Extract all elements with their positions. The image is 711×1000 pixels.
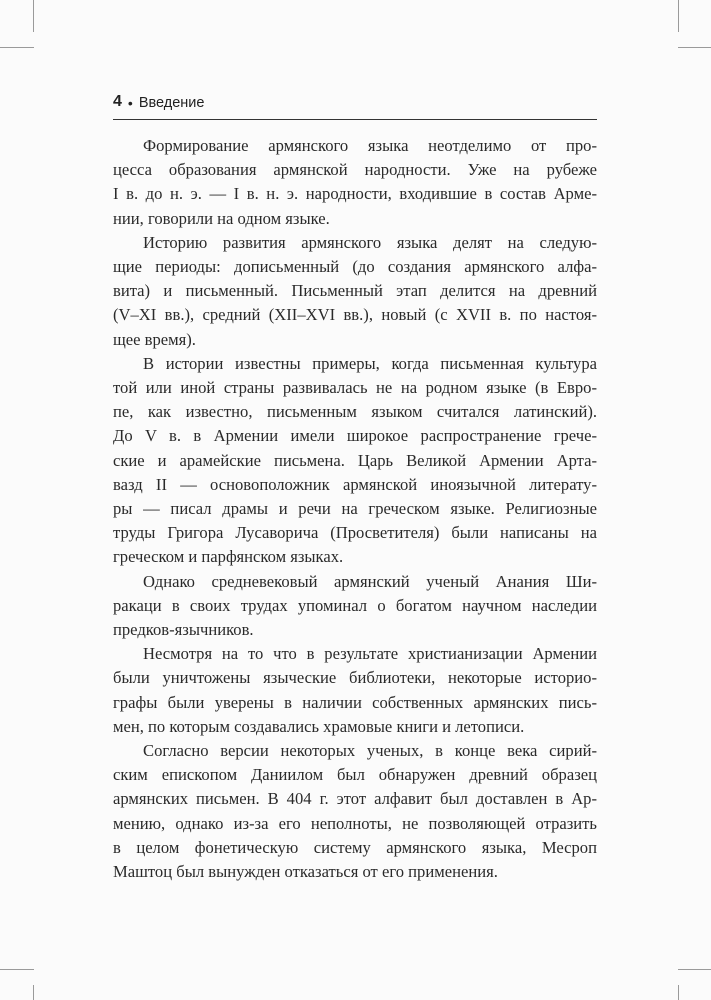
crop-mark-top-right-horizontal [678,47,711,48]
text-line: Маштоц был вынужден отказаться от его применения. [113,862,498,882]
running-head [113,91,597,111]
paragraph-5 [113,642,597,739]
text-line: щее время). [113,329,196,349]
text-line: мению, однако из-за его неполноты, не позволяющей отразить [113,813,597,833]
paragraph-2 [113,231,597,352]
paragraph-4 [113,570,597,643]
text-line: графы были уверены в наличии собственных армянских пись- [113,692,597,712]
section-title: Введение [138,95,205,111]
text-line: пе, как известно, письменным языком считался латинский). [113,402,597,422]
paragraph-6 [113,739,597,884]
crop-mark-top-right-vertical [678,0,679,32]
text-line: предков-язычников. [113,620,254,640]
text-line: мен, по которым создавались храмовые книги и летописи. [113,716,525,736]
text-line: ры — писал драмы и речи на греческом языке. Религиозные [113,499,597,519]
crop-mark-bottom-left-horizontal [0,969,34,970]
crop-mark-top-left-vertical [33,0,34,32]
text-line: цесса образования армянской народности. Уже на рубеже [113,160,597,180]
header-rule [113,119,597,120]
text-line: ракаци в своих трудах упоминал о богатом научном наследии [113,595,597,615]
text-line: греческом и парфянском языках. [113,547,344,567]
text-line: вазд II — основоположник армянской иноязычной литерату- [113,474,597,494]
text-line: щие периоды: дописьменный (до создания армянского алфа- [113,257,597,277]
text-line: ские и арамейские письмена. Царь Великой Армении Арта- [113,450,597,470]
text-line: ским епископом Даниилом был обнаружен древний образец [113,765,597,785]
header-bullet: • [127,95,133,111]
text-line: В истории известны примеры, когда письменная культура [143,353,597,373]
paragraph-3 [113,352,597,570]
text-line: Историю развития армянского языка делят на следую- [143,232,597,252]
text-line: в целом фонетическую систему армянского языка, Месроп [113,837,597,857]
text-line: I в. до н. э. — I в. н. э. народности, входившие в состав Арме- [113,184,597,204]
text-line: Несмотря на то что в результате христианизации Армении [143,644,597,664]
text-line: нии, говорили на одном языке. [113,208,330,228]
crop-mark-bottom-right-horizontal [678,969,711,970]
text-line: труды Григора Лусаворича (Просветителя) были написаны на [113,523,597,543]
text-line: Согласно версии некоторых ученых, в конце века сирий- [143,741,597,761]
text-line: были уничтожены языческие библиотеки, некоторые историо- [113,668,597,688]
text-line: той или иной страны развивалась не на родном языке (в Евро- [113,378,597,398]
crop-mark-bottom-left-vertical [33,985,34,1000]
crop-mark-top-left-horizontal [0,47,34,48]
text-line: Формирование армянского языка неотделимо от про- [143,136,597,155]
text-body [113,134,597,884]
crop-mark-bottom-right-vertical [678,985,679,1000]
paragraph-1 [113,134,597,231]
text-line: вита) и письменный. Письменный этап делится на древний [113,281,597,301]
page-number: 4 [113,93,122,110]
text-line: Однако средневековый армянский ученый Анания Ши- [143,571,597,591]
text-line: До V в. в Армении имели широкое распространение грече- [113,426,597,446]
text-line: (V–XI вв.), средний (XII–XVI вв.), новый (с XVII в. по настоя- [113,305,597,325]
text-line: армянских письмен. В 404 г. этот алфавит был доставлен в Ар- [113,789,597,809]
